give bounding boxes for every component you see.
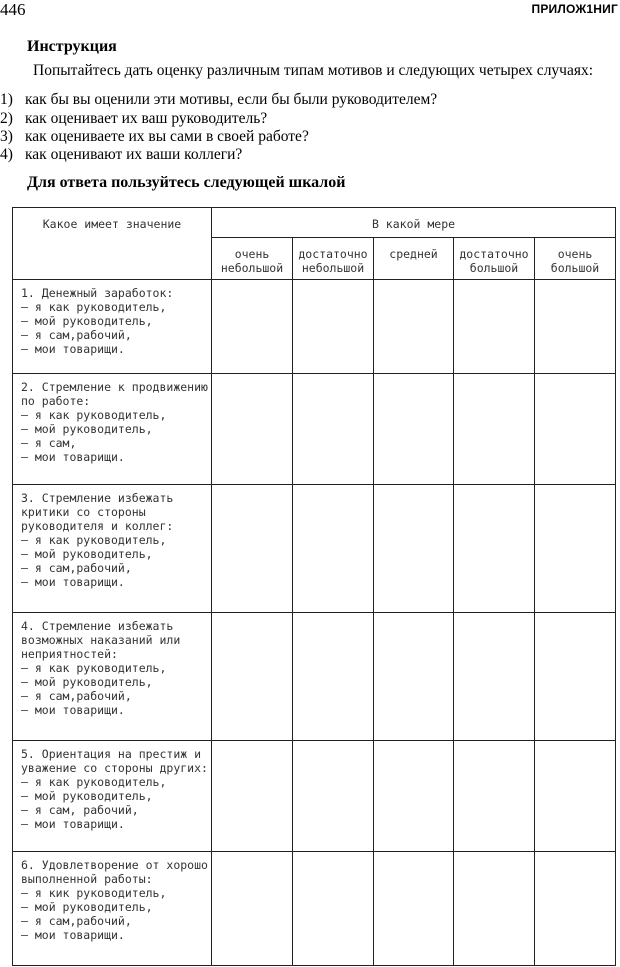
motive-line: — я сам, xyxy=(21,436,77,450)
scale-header-line: достаточно xyxy=(298,247,368,261)
motive-line: — я как руководитель, xyxy=(21,661,167,675)
rating-cell[interactable] xyxy=(212,852,293,966)
motive-line: — я как руководитель, xyxy=(21,408,167,422)
motive-line: уважение со стороны других: xyxy=(21,761,208,775)
motive-line: 5. Ориентация на престиж и xyxy=(21,747,202,761)
motive-cell xyxy=(13,280,212,374)
table-row xyxy=(13,613,616,741)
motive-line: — мой руководитель, xyxy=(21,900,153,914)
scale-header-line: средней xyxy=(389,247,438,261)
instruction-title: Инструкция xyxy=(27,38,117,55)
motive-line: возможных наказаний или xyxy=(21,633,181,647)
motive-line: руководителя и коллег: xyxy=(21,519,174,533)
motive-line: 6. Удовлетворение от хорошо xyxy=(21,858,208,872)
motive-line: 4. Стремление избежать xyxy=(21,619,174,633)
motive-cell xyxy=(13,613,212,741)
question-item xyxy=(0,146,242,164)
rating-cell[interactable] xyxy=(212,741,293,852)
rating-cell[interactable] xyxy=(293,741,374,852)
motive-line: — я сам,рабочий, xyxy=(21,328,132,342)
rating-cell[interactable] xyxy=(212,280,293,374)
motive-line: выполненной работы: xyxy=(21,872,153,886)
running-title: ПРИЛОЖ1НИГ xyxy=(531,2,618,16)
scale-header-line: достаточно xyxy=(459,247,529,261)
instruction-text: Попытайтесь дать оценку различным типам мотивов и следующих четырех случаях: xyxy=(33,62,594,79)
rating-cell[interactable] xyxy=(535,485,616,613)
scale-header-line: большой xyxy=(550,261,600,275)
motive-line: — я как руководитель, xyxy=(21,300,167,314)
rating-cell[interactable] xyxy=(454,852,535,966)
scale-header-line: очень xyxy=(557,247,593,261)
rating-table xyxy=(12,207,616,966)
motive-line: — мой руководитель, xyxy=(21,314,153,328)
motive-line: по работе: xyxy=(21,394,91,408)
motive-line: — я сам,рабочий, xyxy=(21,914,132,928)
motive-line: — я как руководитель, xyxy=(21,533,167,547)
rating-cell[interactable] xyxy=(293,280,374,374)
scale-header-line: небольшой xyxy=(301,261,365,275)
motive-cell xyxy=(13,374,212,485)
scale-header-line: небольшой xyxy=(220,261,284,275)
rating-cell[interactable] xyxy=(293,485,374,613)
motive-line: — я сам,рабочий, xyxy=(21,689,132,703)
rating-cell[interactable] xyxy=(454,374,535,485)
question-number: 3) xyxy=(0,128,13,145)
motive-line: — я как руководитель, xyxy=(21,775,167,789)
rating-cell[interactable] xyxy=(374,613,454,741)
rating-cell[interactable] xyxy=(535,741,616,852)
question-text: как оценивает их ваш руководитель? xyxy=(25,110,268,127)
scale-header-line: очень xyxy=(234,247,270,261)
motive-line: — мой руководитель, xyxy=(21,789,153,803)
scale-header xyxy=(293,238,374,280)
question-text: как бы вы оценили эти мотивы, если бы были руководителем? xyxy=(25,91,438,108)
question-item xyxy=(0,128,309,146)
rating-cell[interactable] xyxy=(212,485,293,613)
table-row xyxy=(13,280,616,374)
motive-cell xyxy=(13,852,212,966)
table-row xyxy=(13,374,616,485)
motive-line: 2. Стремление к продвижению xyxy=(21,380,208,394)
rating-cell[interactable] xyxy=(293,613,374,741)
rating-cell[interactable] xyxy=(535,374,616,485)
rating-cell[interactable] xyxy=(374,741,454,852)
motive-line: — я кик руководитель, xyxy=(21,886,167,900)
motive-column-header: Какое имеет значение xyxy=(13,208,212,280)
question-text: как оцениваете их вы сами в своей работе? xyxy=(25,128,309,145)
rating-cell[interactable] xyxy=(293,852,374,966)
motive-line: — я сам,рабочий, xyxy=(21,561,132,575)
rating-cell[interactable] xyxy=(535,280,616,374)
motive-line: — мой руководитель, xyxy=(21,422,153,436)
motive-line: 3. Стремление избежать xyxy=(21,491,174,505)
rating-cell[interactable] xyxy=(535,613,616,741)
motive-line: неприятностей: xyxy=(21,647,118,661)
rating-cell[interactable] xyxy=(374,374,454,485)
rating-cell[interactable] xyxy=(454,741,535,852)
motive-line: — мои товарищи. xyxy=(21,817,125,831)
motive-line: — мои товарищи. xyxy=(21,575,125,589)
motive-line: — мои товарищи. xyxy=(21,928,125,942)
rating-cell[interactable] xyxy=(374,280,454,374)
scale-heading: Для ответа пользуйтесь следующей шкалой xyxy=(27,174,346,191)
rating-cell[interactable] xyxy=(454,485,535,613)
motive-line: — мои товарищи. xyxy=(21,703,125,717)
motive-line: критики со стороны xyxy=(21,505,146,519)
rating-cell[interactable] xyxy=(293,374,374,485)
motive-cell xyxy=(13,741,212,852)
motive-line: — мой руководитель, xyxy=(21,675,153,689)
table-row xyxy=(13,852,616,966)
rating-cell[interactable] xyxy=(454,613,535,741)
scale-header xyxy=(535,238,616,280)
scale-header xyxy=(454,238,535,280)
question-item xyxy=(0,91,437,109)
scale-header-line: большой xyxy=(469,261,519,275)
question-number: 4) xyxy=(0,146,13,163)
scale-group-header: В какой мере xyxy=(212,208,616,238)
table-row xyxy=(13,485,616,613)
question-item xyxy=(0,110,267,128)
scale-header xyxy=(374,238,454,280)
question-number: 2) xyxy=(0,110,13,127)
rating-cell[interactable] xyxy=(454,280,535,374)
rating-cell[interactable] xyxy=(374,485,454,613)
motive-line: — мои товарищи. xyxy=(21,450,125,464)
rating-cell[interactable] xyxy=(535,852,616,966)
page-number: 446 xyxy=(0,0,26,19)
scale-header xyxy=(212,238,293,280)
motive-line: 1. Денежный заработок: xyxy=(21,286,174,300)
motive-cell xyxy=(13,485,212,613)
rating-cell[interactable] xyxy=(374,852,454,966)
rating-cell[interactable] xyxy=(212,374,293,485)
motive-line: — мои товарищи. xyxy=(21,342,125,356)
rating-cell[interactable] xyxy=(212,613,293,741)
motive-line: — я сам, рабочий, xyxy=(21,803,139,817)
question-number: 1) xyxy=(0,91,13,108)
motive-line: — мой руководитель, xyxy=(21,547,153,561)
question-text: как оценивают их ваши коллеги? xyxy=(25,146,243,163)
table-row xyxy=(13,741,616,852)
